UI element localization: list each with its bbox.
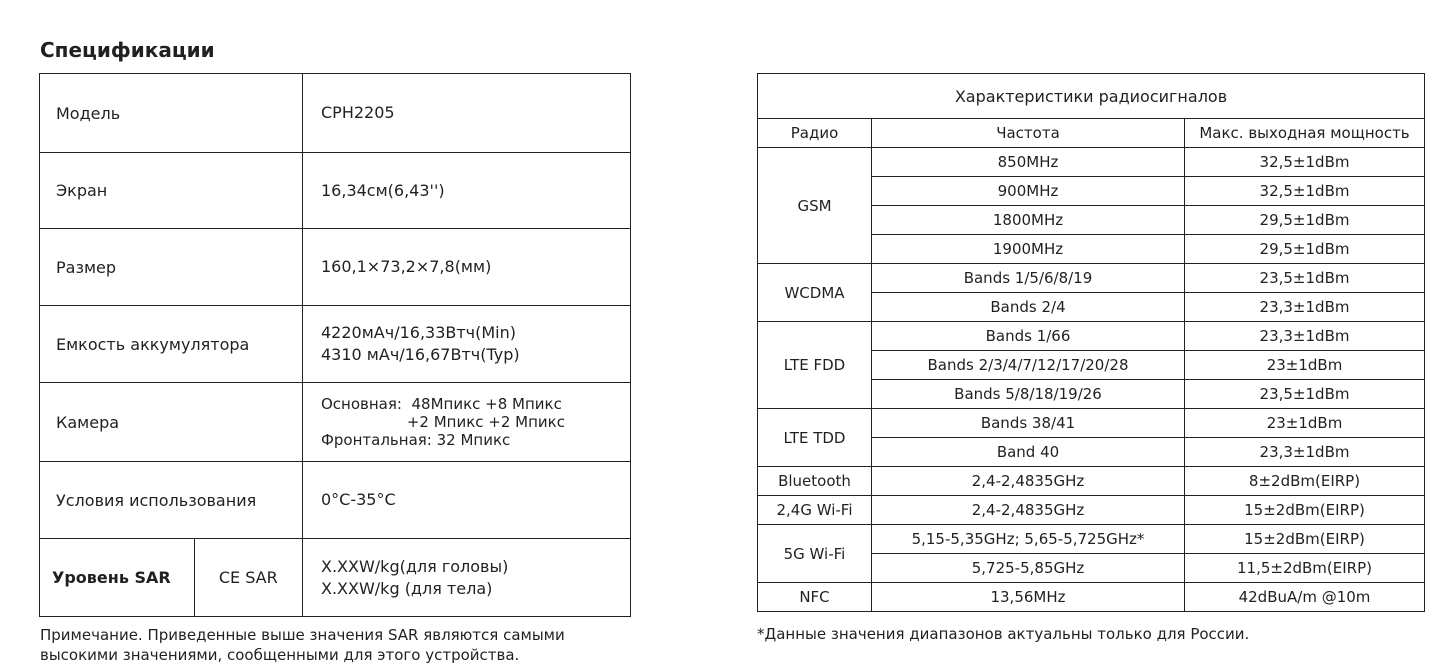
- radio-header-row: [758, 119, 1425, 148]
- power-cell: 23,3±1dBm: [1185, 293, 1425, 322]
- power-cell: 8±2dBm(EIRP): [1185, 467, 1425, 496]
- camera-main: Основная: 48Мпикс +8 Мпикс: [321, 395, 562, 413]
- power-cell: 15±2dBm(EIRP): [1185, 525, 1425, 554]
- frequency-cell: 2,4-2,4835GHz: [872, 496, 1185, 525]
- radio-lte-fdd: LTE FDD: [758, 322, 872, 409]
- camera-front: Фронтальная: 32 Мпикс: [321, 431, 511, 449]
- table-row: [758, 583, 1425, 612]
- spec-row-model: [40, 74, 631, 153]
- radio-bluetooth: Bluetooth: [758, 467, 872, 496]
- header-power: Макс. выходная мощность: [1185, 119, 1425, 148]
- radio-wifi-24: 2,4G Wi-Fi: [758, 496, 872, 525]
- spec-row-size: [40, 229, 631, 306]
- sar-head: X.XXW/kg(для головы): [321, 556, 509, 576]
- size-label: Размер: [40, 229, 303, 306]
- power-cell: 23,3±1dBm: [1185, 322, 1425, 351]
- power-cell: 23,3±1dBm: [1185, 438, 1425, 467]
- frequency-cell: Bands 2/4: [872, 293, 1185, 322]
- frequency-cell: 850MHz: [872, 148, 1185, 177]
- frequency-cell: Bands 5/8/18/19/26: [872, 380, 1185, 409]
- spec-row-conditions: [40, 462, 631, 539]
- radio-wifi-5: 5G Wi-Fi: [758, 525, 872, 583]
- radio-wcdma: WCDMA: [758, 264, 872, 322]
- spec-row-battery: [40, 306, 631, 383]
- sar-note-line-1: Примечание. Приведенные выше значения SAR являются самыми: [40, 626, 565, 644]
- page-title: Спецификации: [40, 38, 215, 62]
- radio-table: [757, 73, 1425, 612]
- radio-gsm: GSM: [758, 148, 872, 264]
- frequency-cell: 1900MHz: [872, 235, 1185, 264]
- radio-table-title: Характеристики радиосигналов: [758, 74, 1425, 119]
- power-cell: 11,5±2dBm(EIRP): [1185, 554, 1425, 583]
- sar-value: [303, 539, 631, 617]
- spec-row-camera: [40, 383, 631, 462]
- battery-value: [303, 306, 631, 383]
- camera-label: Камера: [40, 383, 303, 462]
- radio-lte-tdd: LTE TDD: [758, 409, 872, 467]
- frequency-cell: 13,56MHz: [872, 583, 1185, 612]
- radio-nfc: NFC: [758, 583, 872, 612]
- ce-sar-label: CE SAR: [194, 539, 302, 617]
- frequency-cell: Band 40: [872, 438, 1185, 467]
- conditions-label: Условия использования: [40, 462, 303, 539]
- frequency-cell: Bands 1/66: [872, 322, 1185, 351]
- frequency-cell: Bands 2/3/4/7/12/17/20/28: [872, 351, 1185, 380]
- table-row: [758, 525, 1425, 554]
- size-value: 160,1×73,2×7,8(мм): [303, 229, 631, 306]
- spec-table: [39, 73, 631, 617]
- battery-label: Емкость аккумулятора: [40, 306, 303, 383]
- power-cell: 29,5±1dBm: [1185, 235, 1425, 264]
- screen-value: 16,34см(6,43''): [303, 153, 631, 229]
- camera-main-extra: +2 Мпикс +2 Мпикс: [321, 413, 565, 431]
- sar-note-line-2: высокими значениями, сообщенными для этого устройства.: [40, 646, 520, 664]
- frequency-cell: Bands 1/5/6/8/19: [872, 264, 1185, 293]
- spec-row-sar: [40, 539, 631, 617]
- power-cell: 23,5±1dBm: [1185, 264, 1425, 293]
- table-row: [758, 409, 1425, 438]
- sar-body: X.XXW/kg (для тела): [321, 578, 493, 598]
- battery-min: 4220мАч/16,33Втч(Min): [321, 323, 517, 342]
- header-frequency: Частота: [872, 119, 1185, 148]
- frequency-cell: 5,15-5,35GHz; 5,65-5,725GHz*: [872, 525, 1185, 554]
- table-row: [758, 467, 1425, 496]
- conditions-value: 0°C-35°C: [303, 462, 631, 539]
- header-radio: Радио: [758, 119, 872, 148]
- power-cell: 23±1dBm: [1185, 409, 1425, 438]
- spec-row-screen: [40, 153, 631, 229]
- power-cell: 42dBuA/m @10m: [1185, 583, 1425, 612]
- russia-note: *Данные значения диапазонов актуальны только для России.: [757, 625, 1250, 643]
- frequency-cell: 2,4-2,4835GHz: [872, 467, 1185, 496]
- power-cell: 32,5±1dBm: [1185, 177, 1425, 206]
- model-label: Модель: [40, 74, 303, 153]
- table-row: [758, 148, 1425, 177]
- power-cell: 15±2dBm(EIRP): [1185, 496, 1425, 525]
- model-value: CPH2205: [303, 74, 631, 153]
- table-row: [758, 264, 1425, 293]
- sar-label: Уровень SAR: [40, 539, 195, 617]
- power-cell: 29,5±1dBm: [1185, 206, 1425, 235]
- power-cell: 23,5±1dBm: [1185, 380, 1425, 409]
- battery-typ: 4310 мАч/16,67Втч(Typ): [321, 345, 520, 364]
- table-row: [758, 496, 1425, 525]
- radio-title-row: [758, 74, 1425, 119]
- frequency-cell: 5,725-5,85GHz: [872, 554, 1185, 583]
- power-cell: 32,5±1dBm: [1185, 148, 1425, 177]
- frequency-cell: 1800MHz: [872, 206, 1185, 235]
- screen-label: Экран: [40, 153, 303, 229]
- frequency-cell: 900MHz: [872, 177, 1185, 206]
- sar-note: [40, 625, 565, 665]
- table-row: [758, 322, 1425, 351]
- camera-value: [303, 383, 631, 462]
- power-cell: 23±1dBm: [1185, 351, 1425, 380]
- frequency-cell: Bands 38/41: [872, 409, 1185, 438]
